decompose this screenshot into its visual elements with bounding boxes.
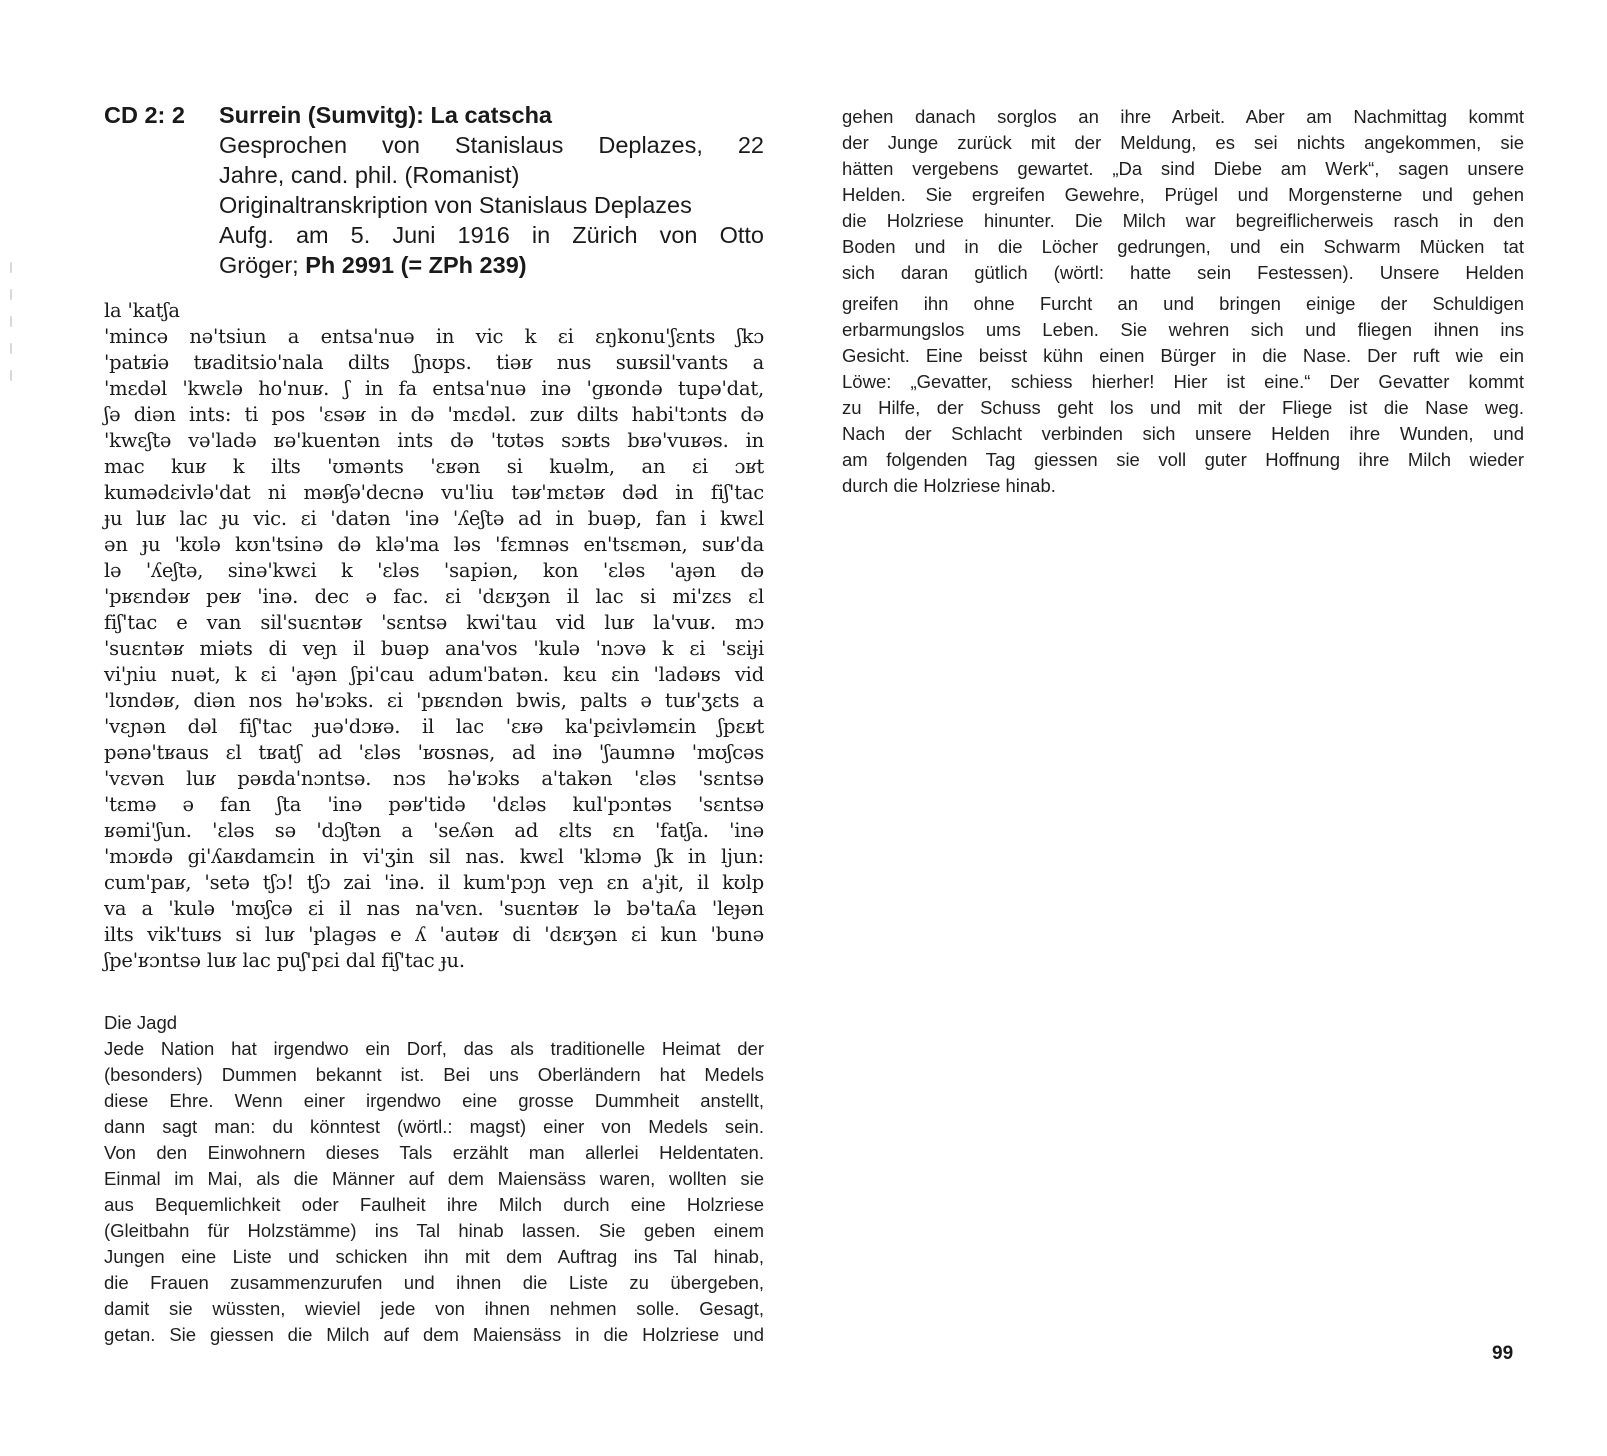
translation-line: damit sie wüssten, wieviel jede von ihnen nehmen solle. Gesagt, xyxy=(104,1298,764,1319)
translation-line: (Gleitbahn für Holzstämme) ins Tal hinab lassen. Sie geben einem xyxy=(104,1220,764,1241)
translation-line: Nach der Schlacht verbinden sich unsere Helden ihre Wunden, und xyxy=(842,423,1524,444)
translation-line: (besonders) Dummen bekannt ist. Bei uns Oberländern hat Medels xyxy=(104,1064,764,1085)
transcription-line: kumədɛivlə'dat ni məʁʃə'decnə vu'liu təʁ'mɛtəʁ dəd in fiʃ'tac xyxy=(104,481,764,504)
translation-line: getan. Sie giessen die Milch auf dem Maiensäss in die Holzriese und xyxy=(104,1324,764,1345)
recording-title: Surrein (Sumvitg): La catscha xyxy=(219,102,552,128)
transcription-line: ən ɟu 'kʊlə kʊn'tsinə də klə'ma ləs 'fɛmnəs en'tsɛmən, suʁ'da xyxy=(104,533,764,556)
archive-id: Ph 2991 (= ZPh 239) xyxy=(305,252,527,278)
translation-line: erbarmungslos ums Leben. Sie wehren sich und fliegen ihnen ins xyxy=(842,319,1524,340)
transcription-credit: Originaltranskription von Stanislaus Deplazes xyxy=(219,192,692,218)
translation-line: Gesicht. Eine beisst kühn einen Bürger in die Nase. Der ruft wie ein xyxy=(842,345,1524,366)
transcription-line: va a 'kulə 'mʊʃcə ɛi il nas na'vɛn. 'suɛntəʁ lə bə'taʎa 'leɟən xyxy=(104,897,764,920)
phonetic-transcription xyxy=(104,298,764,974)
transcription-line: 'vɛɲən dəl fiʃ'tac ɟuə'dɔʁə. il lac 'ɛʁə ka'pɛivləmɛin ʃpɛʁt xyxy=(104,715,764,738)
page-number: 99 xyxy=(1492,1343,1514,1364)
transcription-line: 'patʁiə tʁaditsio'nala dilts ʃɲʊps. tiəʁ nus suʁsil'vants a xyxy=(104,351,764,374)
translation-line: Von den Einwohnern dieses Tals erzählt man allerlei Heldentaten. xyxy=(104,1142,764,1163)
translation-line: Jede Nation hat irgendwo ein Dorf, das als traditionelle Heimat der xyxy=(104,1038,764,1059)
transcription-line: 'tɛmə ə fan ʃta 'inə pəʁ'tidə 'dɛləs kul'pɔntəs 'sɛntsə xyxy=(104,793,764,816)
translation-line: der Junge zurück mit der Meldung, es sei nichts angekommen, sie xyxy=(842,132,1524,153)
scan-margin-marks xyxy=(10,262,16,397)
transcription-line: lə 'ʎeʃtə, sinə'kwɛi k 'ɛləs 'sapiən, kon 'ɛləs 'aɟən də xyxy=(104,559,764,582)
recording-info xyxy=(219,100,764,280)
translation-left xyxy=(104,1010,764,1348)
transcription-line: ʃə diən ints: ti pos 'ɛsəʁ in də 'mɛdəl. zuʁ dilts habi'tɔnts də xyxy=(104,403,764,426)
translation-line: am folgenden Tag giessen sie voll guter Hoffnung ihre Milch wieder xyxy=(842,449,1524,470)
translation-line: hätten vergebens gewartet. „Da sind Diebe am Werk“, sagen unsere xyxy=(842,158,1524,179)
translation-line: Jungen eine Liste und schicken ihn mit dem Auftrag ins Tal hinab, xyxy=(104,1246,764,1267)
translation-title: Die Jagd xyxy=(104,1012,178,1033)
recording-header xyxy=(104,100,764,280)
translation-line: Löwe: „Gevatter, schiess hierher! Hier ist eine.“ Der Gevatter kommt xyxy=(842,371,1524,392)
transcription-line: 'mincə nə'tsiun a entsa'nuə in vic k ɛi ɛŋkonu'ʃɛnts ʃkɔ xyxy=(104,325,764,348)
translation-line: diese Ehre. Wenn einer irgendwo eine grosse Dummheit anstellt, xyxy=(104,1090,764,1111)
speaker-line: Gesprochen von Stanislaus Deplazes, 22 xyxy=(219,132,764,158)
transcription-line: cum'paʁ, 'setə tʃɔ! tʃɔ zai 'inə. il kum'pɔɲ veɲ ɛn a'ɟit, il kʊlp xyxy=(104,871,764,894)
transcription-line: 'suɛntəʁ miəts di veɲ il buəp ana'vos 'kulə 'nɔvə k ɛi 'sɛiɟi xyxy=(104,637,764,660)
recording-date: Aufg. am 5. Juni 1916 in Zürich von Otto xyxy=(219,222,764,248)
transcription-line: 'lʊndəʁ, diən nos hə'ʁɔks. ɛi 'pʁɛndən bwis, palts ə tuʁ'ʒɛts a xyxy=(104,689,764,712)
translation-line: zu Hilfe, der Schuss geht los und mit der Fliege ist die Nase weg. xyxy=(842,397,1524,418)
translation-line: aus Bequemlichkeit oder Faulheit ihre Milch durch eine Holzriese xyxy=(104,1194,764,1215)
transcription-line: 'mɛdəl 'kwɛlə ho'nuʁ. ʃ in fa entsa'nuə inə 'gʁondə tupə'dat, xyxy=(104,377,764,400)
transcription-line: 'vɛvən luʁ pəʁda'nɔntsə. nɔs hə'ʁɔks a'takən 'ɛləs 'sɛntsə xyxy=(104,767,764,790)
translation-line: die Frauen zusammenzurufen und ihnen die Liste zu übergeben, xyxy=(104,1272,764,1293)
transcription-line: mac kuʁ k ilts 'ʊmənts 'ɛʁən si kuəlm, an ɛi ɔʁt xyxy=(104,455,764,478)
right-column xyxy=(842,104,1524,499)
left-column xyxy=(104,100,764,1348)
transcription-line: ɟu luʁ lac ɟu vic. ɛi 'datən 'inə 'ʎeʃtə ad in buəp, fan i kwɛl xyxy=(104,507,764,530)
transcription-line: ʁəmi'ʃun. 'ɛləs sə 'dɔʃtən a 'seʎən ad ɛlts ɛn 'fatʃa. 'inə xyxy=(104,819,764,842)
transcription-line: fiʃ'tac e van sil'suɛntəʁ 'sɛntsə kwi'tau vid luʁ la'vuʁ. mɔ xyxy=(104,611,764,634)
transcription-line: 'mɔʁdə gi'ʎaʁdamɛin in vi'ʒin sil nas. kwɛl 'klɔmə ʃk in ljun: xyxy=(104,845,764,868)
transcription-line: 'kwɛʃtə və'ladə ʁə'kuentən ints də 'tʊtəs sɔʁts bʁə'vuʁəs. in xyxy=(104,429,764,452)
translation-line: sich daran gütlich (wörtl: hatte sein Festessen). Unsere Helden xyxy=(842,262,1524,283)
transcription-line: vi'ɲiu nuət, k ɛi 'aɟən ʃpi'cau adum'batən. kɛu ɛin 'ladəʁs vid xyxy=(104,663,764,686)
transcription-line: pənə'tʁaus ɛl tʁatʃ ad 'ɛləs 'ʁʊsnəs, ad inə 'ʃaumnə 'mʊʃcəs xyxy=(104,741,764,764)
translation-line: gehen danach sorglos an ihre Arbeit. Aber am Nachmittag kommt xyxy=(842,106,1524,127)
translation-line: Boden und in die Löcher gedrungen, und ein Schwarm Mücken tat xyxy=(842,236,1524,257)
translation-line: dann sagt man: du könntest (wörtl.: magst) einer von Medels sein. xyxy=(104,1116,764,1137)
archive-reference-line: Gröger; Ph 2991 (= ZPh 239) xyxy=(219,252,527,278)
speaker-details: Jahre, cand. phil. (Romanist) xyxy=(219,162,520,188)
translation-line: Einmal im Mai, als die Männer auf dem Maiensäss waren, wollten sie xyxy=(104,1168,764,1189)
translation-line: die Holzriese hinunter. Die Milch war begreiflicherweis rasch in den xyxy=(842,210,1524,231)
translation-line: greifen ihn ohne Furcht an und bringen einige der Schuldigen xyxy=(842,293,1524,314)
translation-line: durch die Holzriese hinab. xyxy=(842,475,1056,496)
transcription-line: ʃpe'ʁɔntsə luʁ lac puʃ'pɛi dal fiʃ'tac ɟu. xyxy=(104,949,465,972)
translation-line: Helden. Sie ergreifen Gewehre, Prügel und Morgensterne und gehen xyxy=(842,184,1524,205)
transcription-line: ilts vik'tuʁs si luʁ 'plagəs e ʎ 'autəʁ di 'dɛʁʒən ɛi kun 'bunə xyxy=(104,923,764,946)
transcription-line: 'pʁɛndəʁ peʁ 'inə. dec ə fac. ɛi 'dɛʁʒən il lac si mi'zɛs ɛl xyxy=(104,585,764,608)
transcription-title: la 'katʃa xyxy=(104,299,180,322)
cd-track-label: CD 2: 2 xyxy=(104,102,185,128)
